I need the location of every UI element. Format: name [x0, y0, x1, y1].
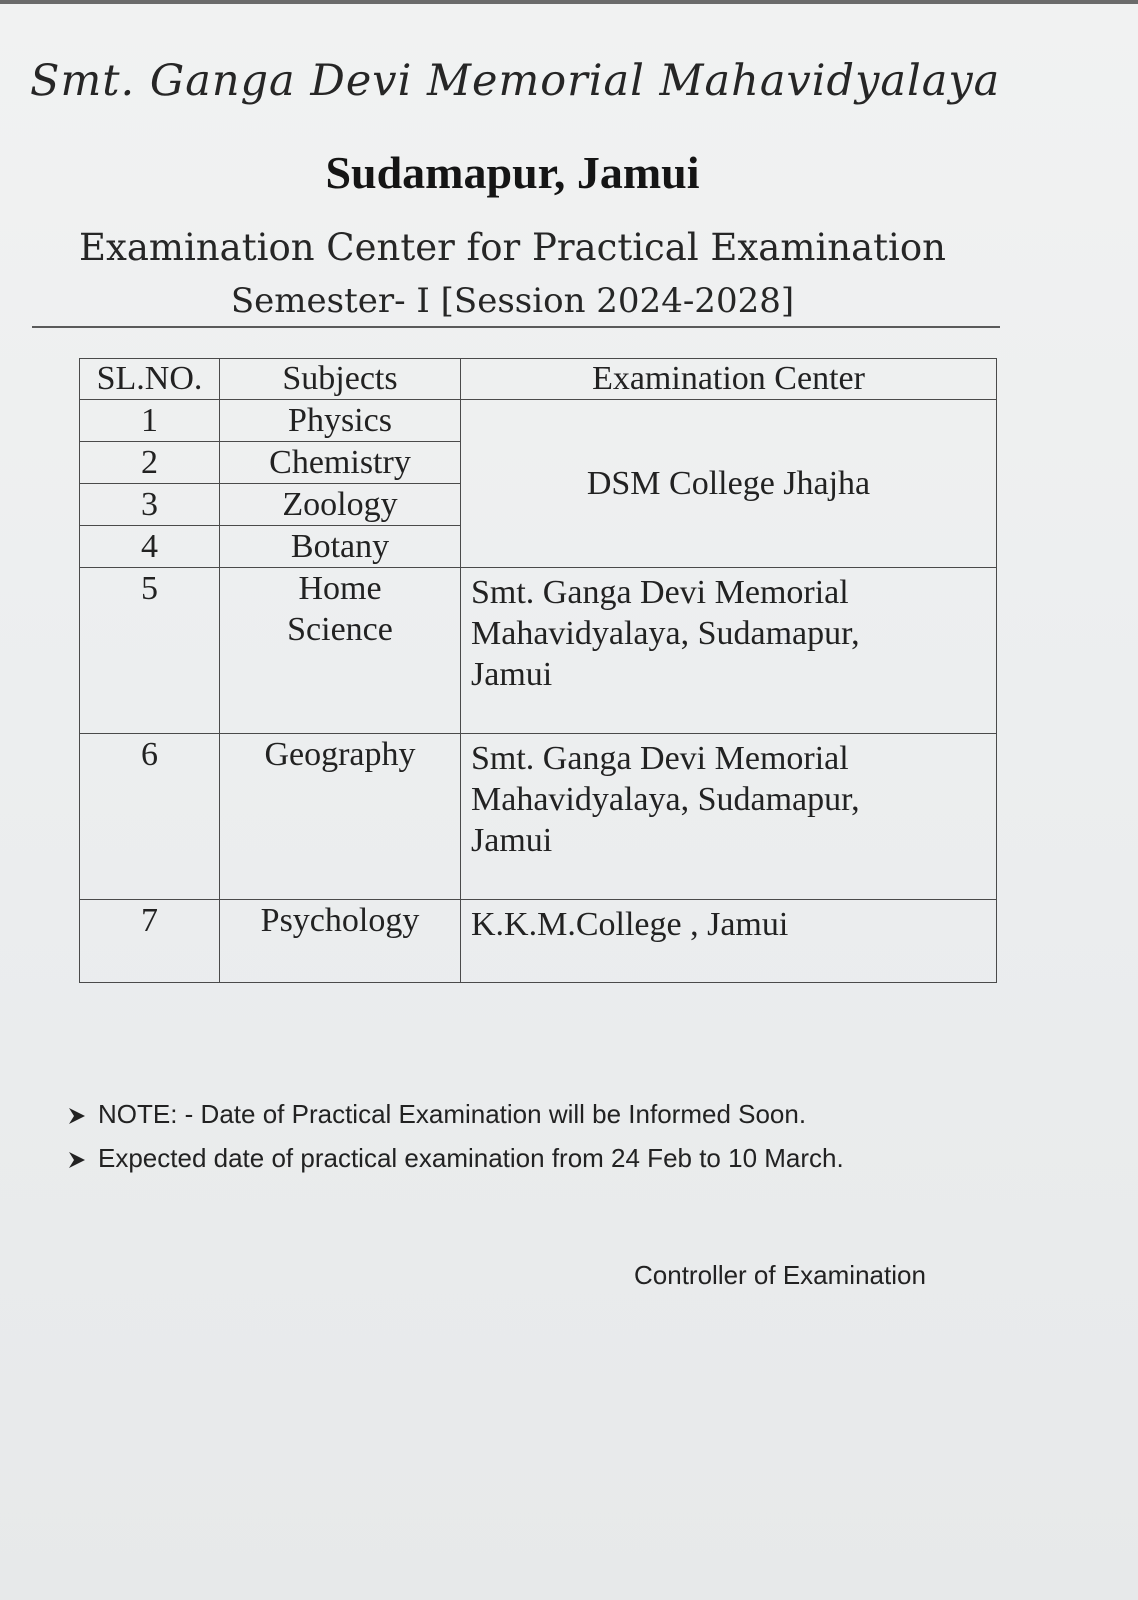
center-line: Jamui: [471, 656, 553, 693]
note-text: NOTE: - Date of Practical Examination will be Informed Soon.: [98, 1099, 807, 1129]
subject-cell: Chemistry: [220, 442, 461, 484]
list-item: [66, 1092, 1066, 1136]
sl-number: 4: [80, 526, 220, 568]
table-header-row: [80, 359, 997, 400]
column-header-slno: SL.NO.: [80, 359, 220, 400]
sl-number: 2: [80, 442, 220, 484]
arrow-bullet-icon: [66, 1092, 98, 1136]
center-line: Smt. Ganga Devi Memorial: [471, 574, 849, 611]
center-cell: [461, 734, 997, 900]
notes-list: [66, 1092, 1066, 1180]
sl-number: 6: [80, 734, 220, 900]
table-row: [80, 568, 997, 734]
exam-center-table: [79, 358, 997, 983]
center-cell: K.K.M.College , Jamui: [461, 900, 997, 983]
notice-subtitle: Semester- I [Session 2024-2028]: [230, 281, 795, 321]
arrow-bullet-icon: [66, 1136, 98, 1180]
column-header-center: Examination Center: [461, 359, 997, 400]
note-text: Expected date of practical examination from 24 Feb to 10 March.: [98, 1143, 844, 1173]
subject-cell: Physics: [220, 400, 461, 442]
sl-number: 7: [80, 900, 220, 983]
title-divider: [32, 326, 1000, 328]
center-line: Jamui: [471, 822, 553, 859]
table-row: [80, 400, 997, 442]
list-item: [66, 1136, 1066, 1180]
sl-number: 5: [80, 568, 220, 734]
center-cell-merged: DSM College Jhajha: [461, 400, 997, 568]
subject-line: Home: [298, 570, 382, 607]
center-cell: [461, 568, 997, 734]
table-row: [80, 734, 997, 900]
sl-number: 3: [80, 484, 220, 526]
column-header-subjects: Subjects: [220, 359, 461, 400]
college-location: Sudamapur, Jamui: [325, 147, 700, 198]
subject-cell: Psychology: [220, 900, 461, 983]
center-line: Smt. Ganga Devi Memorial: [471, 740, 849, 777]
table-row: [80, 900, 997, 983]
notice-title: Examination Center for Practical Examination: [79, 226, 946, 269]
subject-cell: Geography: [220, 734, 461, 900]
sl-number: 1: [80, 400, 220, 442]
signatory-title: Controller of Examination: [634, 1260, 926, 1290]
notice-paper: [0, 4, 1138, 1600]
subject-cell: [220, 568, 461, 734]
center-line: Mahavidyalaya, Sudamapur,: [471, 781, 860, 818]
college-name: Smt. Ganga Devi Memorial Mahavidyalaya: [30, 56, 1001, 106]
subject-cell: Zoology: [220, 484, 461, 526]
subject-line: Science: [287, 611, 393, 648]
subject-cell: Botany: [220, 526, 461, 568]
center-line: Mahavidyalaya, Sudamapur,: [471, 615, 860, 652]
